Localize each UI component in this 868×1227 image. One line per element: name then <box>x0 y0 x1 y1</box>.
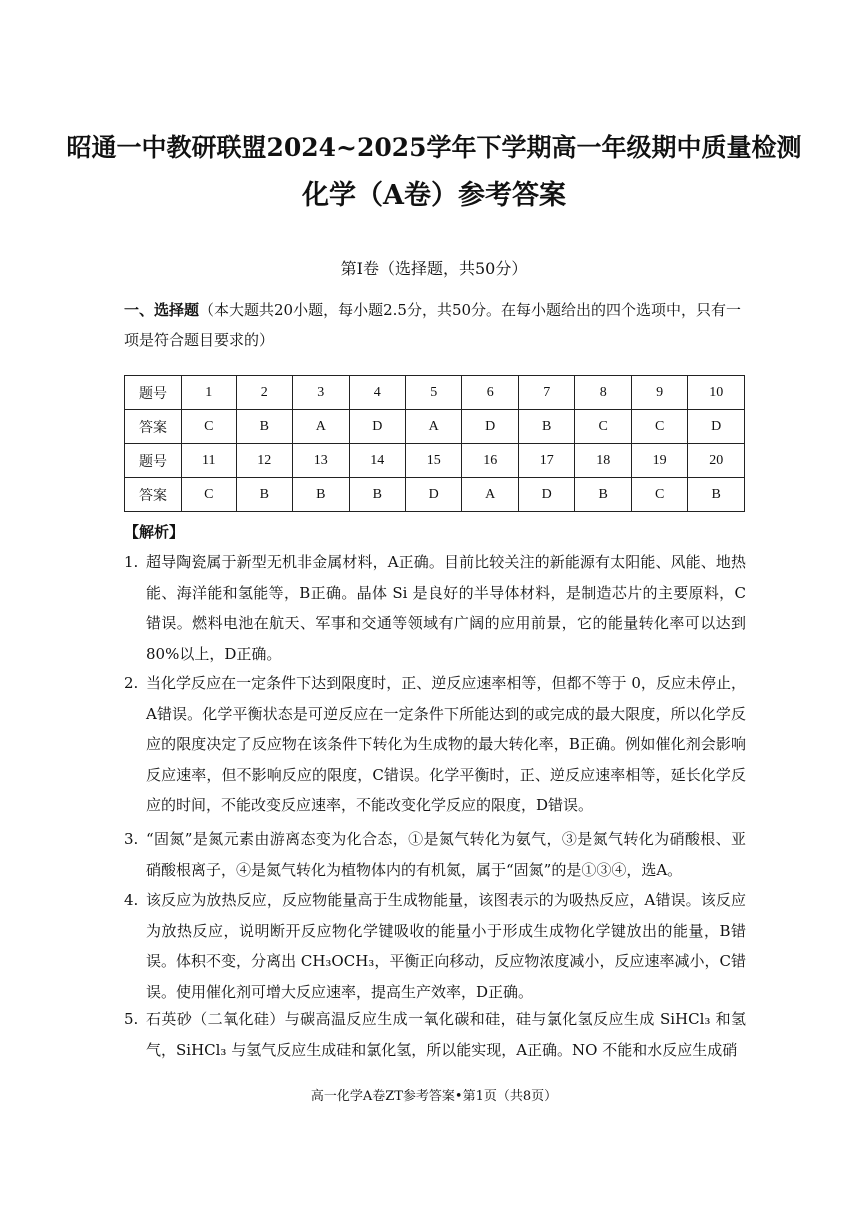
question-number-cell: 8 <box>575 376 631 410</box>
answer-cell: D <box>406 478 462 512</box>
analysis-item-number: 2. <box>124 674 139 692</box>
document-title: 昭通一中教研联盟2024~2025学年下学期高一年级期中质量检测 <box>66 133 802 162</box>
answer-table-row <box>125 410 745 444</box>
question-intro <box>124 295 744 355</box>
question-number-cell: 13 <box>293 444 349 478</box>
answer-cell: A <box>406 410 462 444</box>
question-number-cell: 9 <box>631 376 687 410</box>
question-number-cell: 20 <box>688 444 745 478</box>
question-number-cell: 12 <box>236 444 292 478</box>
answer-table-row-label: 答案 <box>125 410 182 444</box>
question-number-cell: 19 <box>631 444 687 478</box>
analysis-item <box>124 547 746 669</box>
analysis-item-number: 3. <box>124 830 139 848</box>
answer-cell: B <box>349 478 405 512</box>
section-title: 第Ⅰ卷（选择题，共50分） <box>340 259 528 278</box>
answer-cell: B <box>293 478 349 512</box>
answer-cell: B <box>236 478 292 512</box>
analysis-item <box>124 885 746 1007</box>
analysis-item <box>124 1004 746 1065</box>
analysis-item-number: 4. <box>124 891 139 909</box>
analysis-item-number: 1. <box>124 553 139 571</box>
analysis-item-number: 5. <box>124 1010 139 1028</box>
question-number-cell: 16 <box>462 444 518 478</box>
answer-cell: C <box>182 410 237 444</box>
question-type-label: 一、选择题 <box>124 301 200 319</box>
answer-table-row-label: 答案 <box>125 478 182 512</box>
question-number-cell: 4 <box>349 376 405 410</box>
analysis-item-text: 超导陶瓷属于新型无机非金属材料，A正确。目前比较关注的新能源有太阳能、风能、地热能、海洋能和氢能等，B正确。晶体 Si 是良好的半导体材料，是制造芯片的主要原料，C错误。燃料电池在航天、军事和交通等领域有广阔的应用前景，它的能量转化率可以达到80%以上，D正确。 <box>146 553 746 663</box>
document-subtitle: 化学（A卷）参考答案 <box>302 180 566 211</box>
answer-table-row <box>125 478 745 512</box>
question-number-cell: 18 <box>575 444 631 478</box>
answer-cell: D <box>688 410 745 444</box>
analysis-text-part: 该反应为放热反应，反应物能量高于生成物能量，该图表示的为吸热反应，A错误。该反应为放热反应，说明断开反应物化学键吸收的能量小于形成生成物化学键放出的能量，B错误。体积不变，分离出 <box>146 891 746 970</box>
answer-table-row-label: 题号 <box>125 444 182 478</box>
answer-cell: A <box>462 478 518 512</box>
answer-table-row <box>125 444 745 478</box>
answer-cell: C <box>575 410 631 444</box>
answer-table-row-label: 题号 <box>125 376 182 410</box>
answer-cell: D <box>462 410 518 444</box>
analysis-item-text: “固氮”是氮元素由游离态变为化合态，①是氮气转化为氨气，③是氮气转化为硝酸根、亚硝酸根离子，④是氮气转化为植物体内的有机氮，属于“固氮”的是①③④，选A。 <box>146 830 746 879</box>
question-number-cell: 6 <box>462 376 518 410</box>
question-number-cell: 1 <box>182 376 237 410</box>
answer-cell: B <box>575 478 631 512</box>
question-number-cell: 7 <box>518 376 574 410</box>
question-number-cell: 5 <box>406 376 462 410</box>
question-number-cell: 3 <box>293 376 349 410</box>
analysis-item-text: 石英砂（二氧化硅）与碳高温反应生成一氧化碳和硅，硅与氯化氢反应生成 SiHCl₃ 和氢气，SiHCl₃ 与氢气反应生成硅和氯化氢，所以能实现，A正确。NO 不能和水反应生成硝 <box>146 1010 746 1059</box>
analysis-item <box>124 668 746 821</box>
answer-cell: B <box>236 410 292 444</box>
analysis-item <box>124 824 746 885</box>
question-number-cell: 2 <box>236 376 292 410</box>
analysis-text-part: ，平衡正向移动，反应物浓度减小，反应速率减小，C错误。使用催化剂可增大反应速率，提高生产效率，D正确。 <box>146 952 746 1001</box>
question-number-cell: 17 <box>518 444 574 478</box>
question-number-cell: 15 <box>406 444 462 478</box>
analysis-item-text: 当化学反应在一定条件下达到限度时，正、逆反应速率相等，但都不等于 0，反应未停止，A错误。化学平衡状态是可逆反应在一定条件下所能达到的或完成的最大限度，所以化学反应的限度决定了反应物在该条件下转化为生成物的最大转化率，B正确。例如催化剂会影响反应速率，但不影响反应的限度，C错误。化学平衡时，正、逆反应速率相等，延长化学反应的时间，不能改变反应速率，不能改变化学反应的限度，D错误。 <box>146 674 746 814</box>
chemical-formula: CH₃OCH₃ <box>300 952 375 970</box>
question-number-cell: 11 <box>182 444 237 478</box>
question-intro-text: （本大题共20小题，每小题2.5分，共50分。在每小题给出的四个选项中，只有一项是符合题目要求的） <box>124 301 742 349</box>
answer-cell: D <box>518 478 574 512</box>
question-number-cell: 14 <box>349 444 405 478</box>
answer-cell: C <box>631 478 687 512</box>
answer-table <box>124 375 745 512</box>
answer-cell: D <box>349 410 405 444</box>
question-number-cell: 10 <box>688 376 745 410</box>
answer-cell: C <box>182 478 237 512</box>
answer-cell: B <box>518 410 574 444</box>
answer-cell: B <box>688 478 745 512</box>
page-footer: 高一化学A卷ZT参考答案•第1页（共8页） <box>310 1089 558 1104</box>
answer-cell: A <box>293 410 349 444</box>
answer-cell: C <box>631 410 687 444</box>
answer-table-row <box>125 376 745 410</box>
analysis-heading: 【解析】 <box>124 523 185 541</box>
analysis-item-text <box>124 885 746 1007</box>
